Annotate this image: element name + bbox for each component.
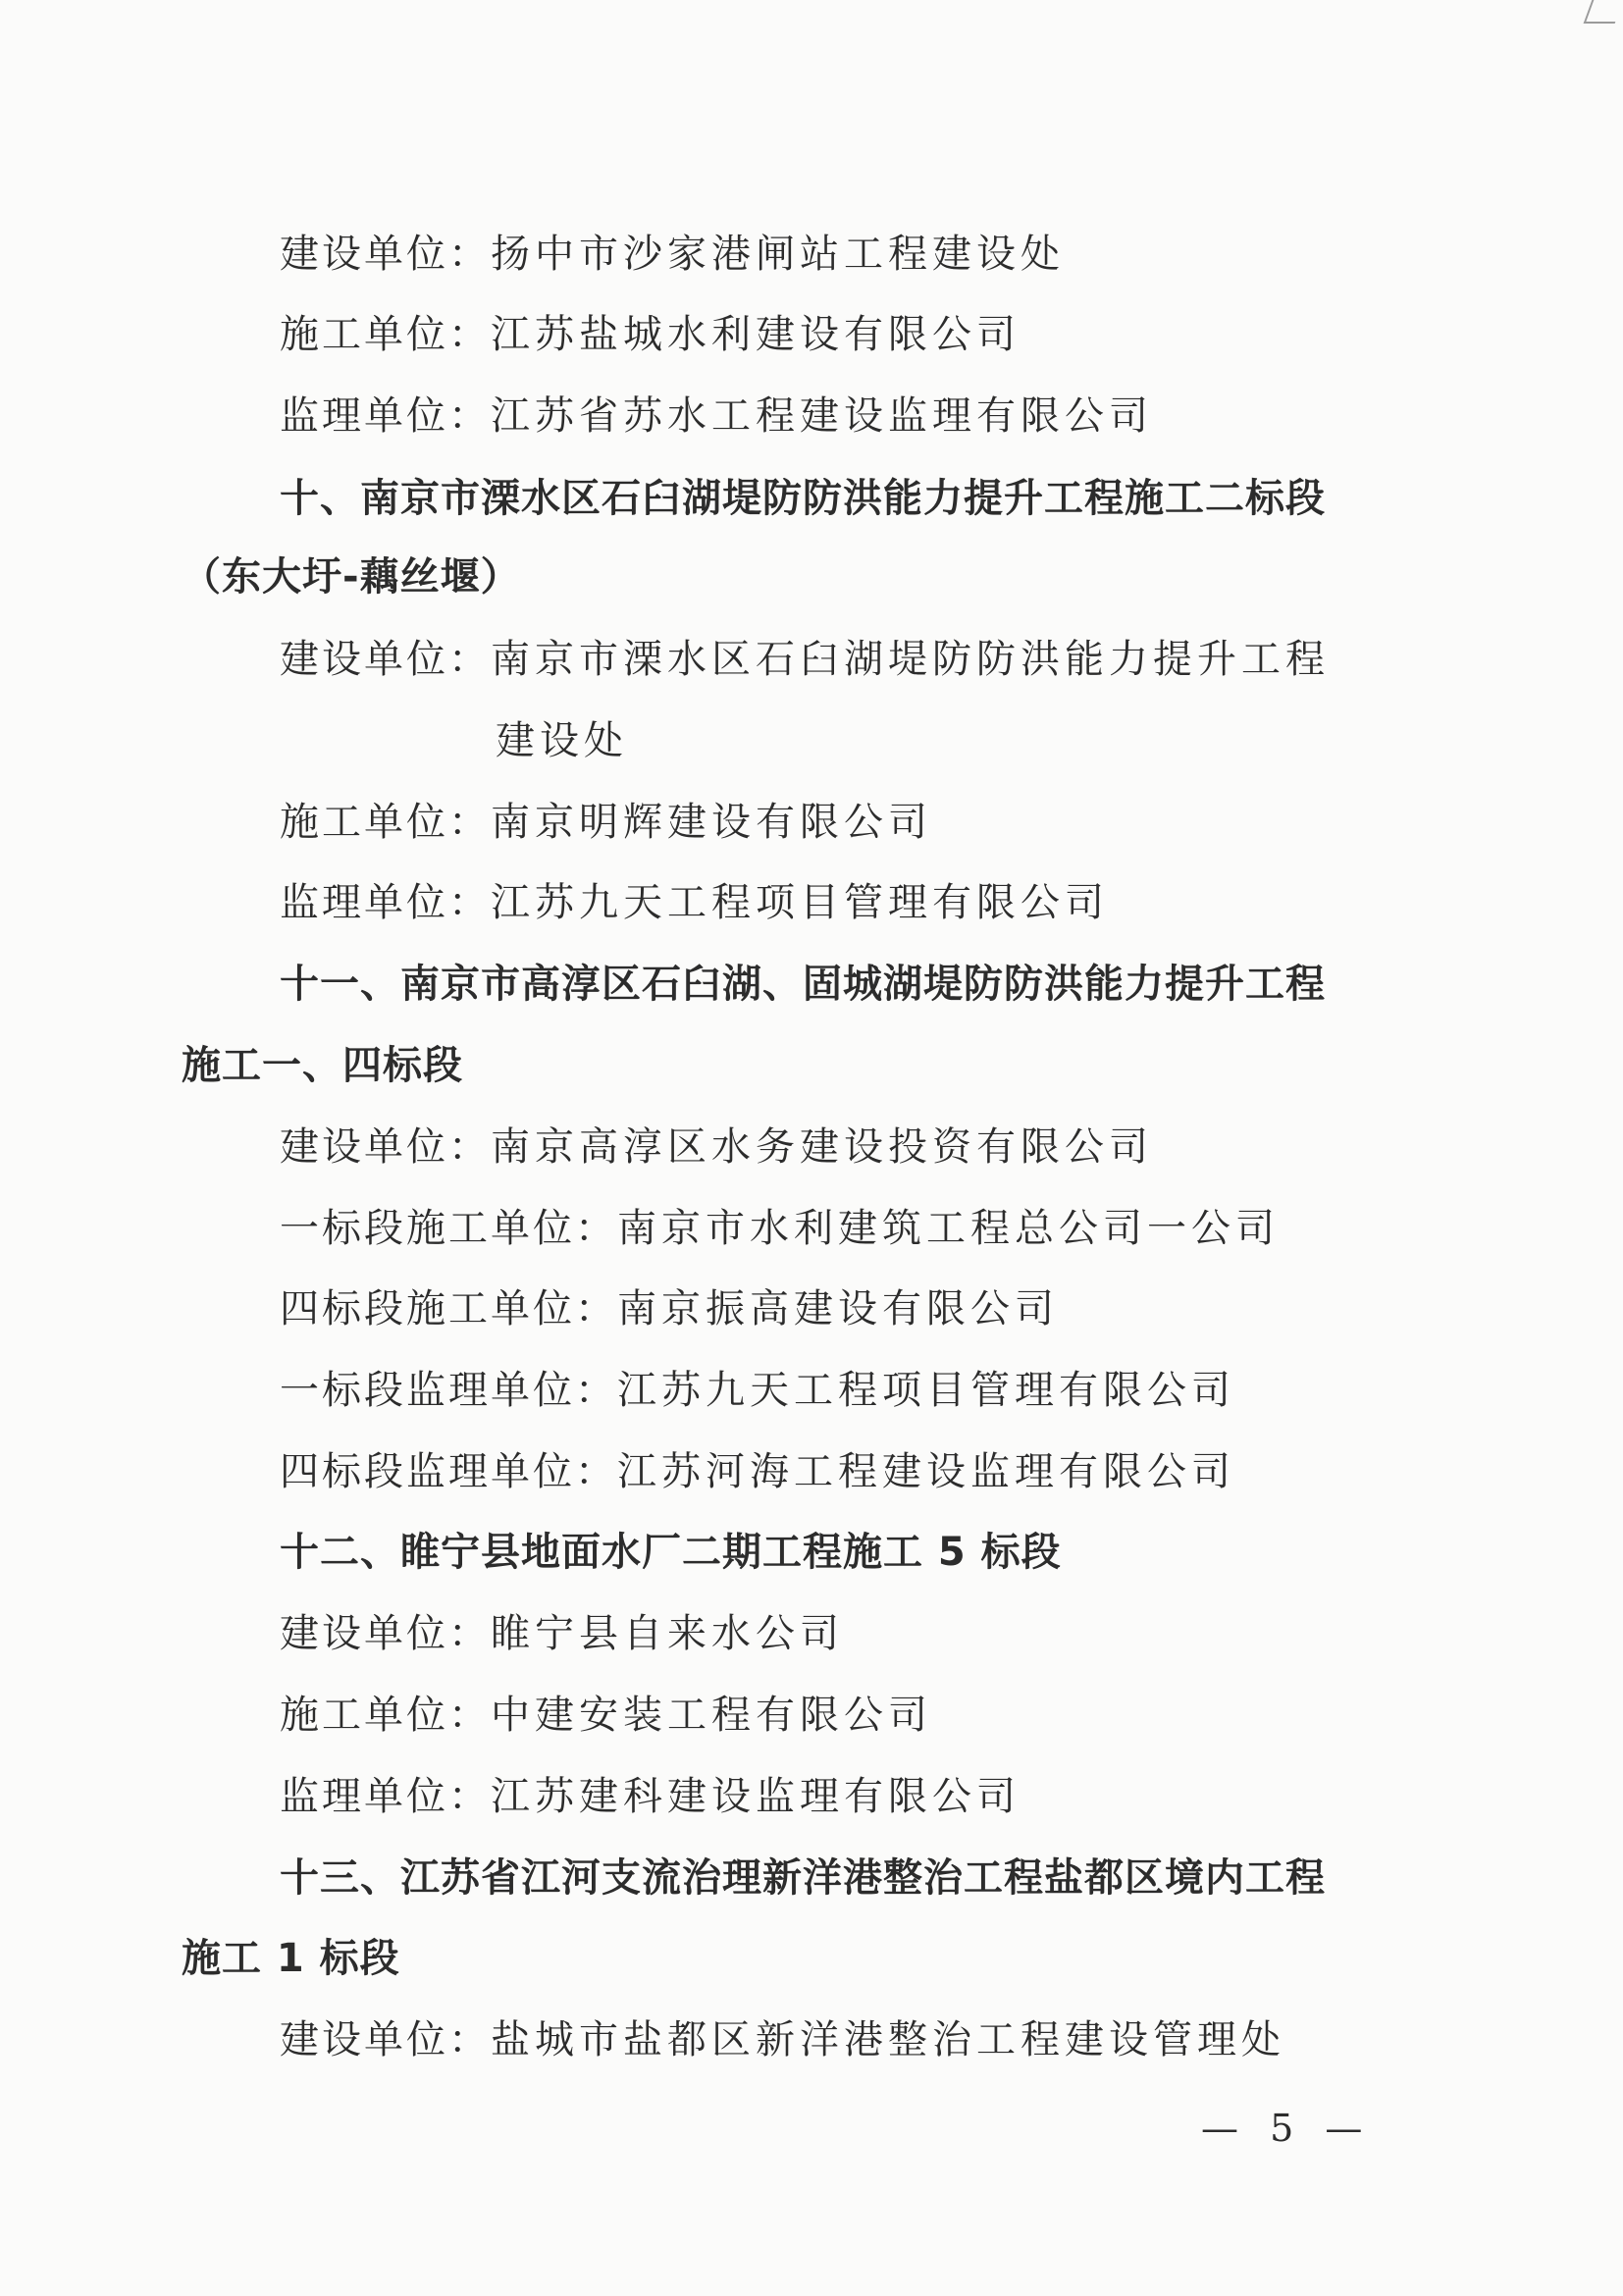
line-9	[280, 879, 1109, 926]
section-heading-10: 十、南京市溧水区石臼湖堤防防洪能力提升工程施工二标段	[280, 476, 1326, 521]
field-value: 盐城市盐都区新洋港整治工程建设管理处	[491, 2017, 1285, 2062]
field-value: 江苏九天工程项目管理有限公司	[491, 880, 1109, 925]
field-value: 江苏建科建设监理有限公司	[491, 1774, 1021, 1819]
line-14	[280, 1285, 1059, 1332]
field-label: 建设单位：	[280, 1611, 491, 1656]
line-12	[280, 1123, 1153, 1171]
line-1	[280, 231, 1065, 278]
section-heading-11: 十一、南京市高淳区石臼湖、固城湖堤防防洪能力提升工程	[280, 962, 1326, 1007]
field-label: 建设单位：	[280, 637, 491, 682]
field-value: 南京市溧水区石臼湖堤防防洪能力提升工程	[491, 637, 1330, 682]
field-label: 建设单位：	[280, 232, 491, 277]
line-15	[280, 1367, 1235, 1414]
section-heading-10-cont: （东大圩-藕丝堰）	[182, 554, 521, 600]
field-label: 监理单位：	[280, 1774, 491, 1819]
line-2	[280, 311, 1021, 358]
field-label: 监理单位：	[280, 880, 491, 925]
field-value: 南京明辉建设有限公司	[491, 800, 932, 845]
field-label: 一标段监理单位：	[280, 1368, 617, 1413]
field-label: 建设单位：	[280, 1124, 491, 1170]
line-6	[280, 636, 1330, 683]
scan-corner-mark	[1584, 0, 1623, 24]
field-value: 江苏省苏水工程建设监理有限公司	[491, 393, 1153, 439]
field-label: 四标段监理单位：	[280, 1449, 617, 1494]
line-23	[280, 2016, 1285, 2063]
line-20	[280, 1773, 1021, 1820]
section-heading-13-cont: 施工 1 标段	[182, 1936, 400, 1981]
field-label: 建设单位：	[280, 2017, 491, 2062]
page-number: — 5 —	[1201, 2107, 1373, 2150]
field-label: 施工单位：	[280, 1693, 491, 1738]
field-value: 南京市水利建筑工程总公司一公司	[617, 1206, 1280, 1251]
line-16	[280, 1448, 1235, 1495]
line-8	[280, 799, 932, 846]
field-value: 江苏九天工程项目管理有限公司	[617, 1368, 1235, 1413]
field-value-cont: 建设处	[496, 718, 628, 763]
section-heading-12: 十二、睢宁县地面水厂二期工程施工 5 标段	[280, 1530, 1062, 1575]
field-label: 施工单位：	[280, 312, 491, 357]
field-label: 施工单位：	[280, 800, 491, 845]
field-label: 监理单位：	[280, 393, 491, 439]
field-label: 一标段施工单位：	[280, 1206, 617, 1251]
field-value: 南京振高建设有限公司	[617, 1286, 1059, 1331]
field-value: 江苏盐城水利建设有限公司	[491, 312, 1021, 357]
section-heading-13: 十三、江苏省江河支流治理新洋港整治工程盐都区境内工程	[280, 1855, 1326, 1901]
field-value: 南京高淳区水务建设投资有限公司	[491, 1124, 1153, 1170]
field-value: 江苏河海工程建设监理有限公司	[617, 1449, 1235, 1494]
field-value: 睢宁县自来水公司	[491, 1611, 844, 1656]
section-heading-11-cont: 施工一、四标段	[182, 1043, 463, 1088]
field-label: 四标段施工单位：	[280, 1286, 617, 1331]
field-value: 扬中市沙家港闸站工程建设处	[491, 232, 1065, 277]
field-value: 中建安装工程有限公司	[491, 1693, 932, 1738]
line-18	[280, 1610, 844, 1657]
line-19	[280, 1692, 932, 1739]
line-7	[496, 717, 628, 764]
line-3	[280, 392, 1153, 440]
line-13	[280, 1205, 1280, 1252]
